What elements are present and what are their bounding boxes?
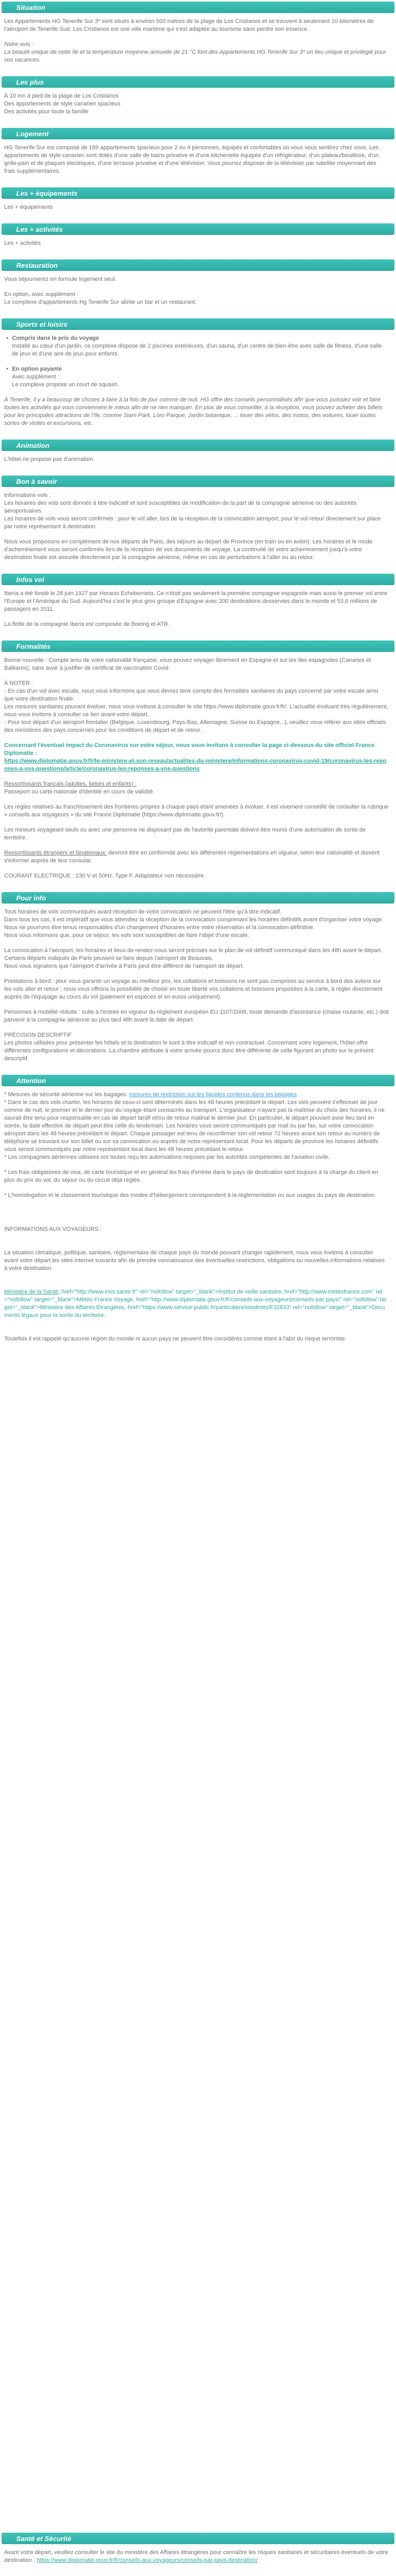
notre-avis-label: Notre avis : bbox=[4, 41, 33, 48]
section-body-activites bbox=[0, 235, 396, 256]
voyageurs-links-raw: ; href="http://www.invs.sante.fr" rel="nofollow" target="_blank">Institut de veille sanitaire; href="http://www.meteofrance.com" rel="nofollow" target="_blank">Météo France Voyage, href="http://www.diplomatie.gouv.fr/fr/conseils-aux-voyageurs/conseils-par-pays/" rel="nofollow" target="_blank">Ministère des Affaires Etrangères, href="https://www.service-public.fr/particuliers/vosdroits/F32833" rel="nofollow" target="_blank">Documents légaux pour la sortie du territoire. bbox=[4, 1289, 387, 1319]
section-header-animation bbox=[2, 440, 394, 451]
bullet-option-sub: Avec supplément : bbox=[12, 374, 60, 380]
section-header-pour-info bbox=[2, 892, 394, 904]
section-body-les-plus bbox=[0, 88, 396, 124]
section-body-infos-vol bbox=[0, 585, 396, 637]
section-title-sports-loisirs: Sports et loisirs bbox=[16, 320, 68, 328]
ressortissants-francais-label: Ressortissants français (adultes, bébés et enfants) : bbox=[4, 781, 137, 787]
pour-info-aeroport-arrivee: Nous vous signalons que l'aéroport d'arrivée à Paris peut être différent de l'aéroport de départ. bbox=[4, 963, 244, 969]
section-attention bbox=[0, 1073, 396, 1351]
section-header-infos-vol bbox=[2, 574, 394, 585]
section-title-formalites: Formalités bbox=[16, 642, 51, 650]
section-body-situation bbox=[0, 13, 396, 73]
section-logement bbox=[0, 126, 396, 184]
formalites-escale: - En cas d'un vol avec escale, nous vous informons que vous devrez tenir compte des formalités sanitaires du pays concerné par votre escale ainsi que votre destination finale. bbox=[4, 688, 378, 702]
liquides-bagages-link[interactable]: mesures de restriction sur les liquides contenus dans les bagages bbox=[129, 1091, 297, 1098]
equipements-text: Les + équipements bbox=[4, 204, 53, 210]
section-title-activites: Les + activités bbox=[16, 225, 63, 233]
section-title-restauration: Restauration bbox=[16, 261, 58, 269]
situation-text: Les Appartements HG Tenerife Sur 3* sont situés à environ 500 mètres de la plage de Los Cristianos et se trouvent à seulement 10 kilomètres de l'aéroport de Tenerife Sud. Los Cristianos est une ville maritime qui s'est adaptée au tourisme sans perdre son essence. bbox=[4, 18, 374, 32]
section-situation bbox=[0, 0, 396, 73]
pour-info-prestations-bord: Prestations à bord : pour vous garantir un voyage au meilleur prix, les collations et boissons ne sont pas comprises au service à bord des avions sur les vols aller et retour ; nous vous offrons la possibilité de choisir en toute liberté vos collations et boissons proposées à la carte, à régler directement auprès de l'équipage au cours du vol (paiement en espèces et en euros uniquement). bbox=[4, 978, 382, 1000]
plus-item: À 10 mn à pied de la plage de Los Cristianos bbox=[4, 93, 119, 99]
restauration-option-text: Le complexe d'appartements Hg Tenerife Sur abrite un bar et un restaurant. bbox=[4, 299, 197, 305]
plus-item: Des appartements de style canarien spacieux bbox=[4, 101, 121, 107]
section-restauration bbox=[0, 258, 396, 315]
section-title-logement: Logement bbox=[16, 129, 49, 138]
section-body-attention bbox=[0, 1086, 396, 1351]
section-header-situation bbox=[2, 2, 394, 13]
section-title-situation: Situation bbox=[16, 3, 45, 11]
section-title-infos-vol: Infos vol bbox=[16, 575, 44, 584]
notre-avis-text: La beauté unique de cette île et la température moyenne annuelle de 21 °C font des Appartements HG Tenerife Sur 3* un lieu unique et privilégié pour vos vacances. bbox=[4, 49, 387, 63]
section-sports-loisirs bbox=[0, 317, 396, 436]
restauration-option-label: En option, avec supplément : bbox=[4, 291, 78, 298]
infos-vol-text-2: La flotte de la compagnie Iberia est composée de Boeing et ATR. bbox=[4, 621, 170, 627]
formalites-aeroport-frontalier: - Pour tout départ d'un aéroport frontalier (Belgique, Luxembourg, Pays-Bas, Allemagne, Suisse ou Espagne...), veuillez vous référer aux sites officiels des ministères des pays concernés pour les conditions de départ et de retour. bbox=[4, 719, 386, 733]
section-header-logement bbox=[2, 128, 394, 139]
infos-vol-text-1: Iberia a été fondé le 28 juin 1927 par Horacio Echeberrieta. Ce n'était pas seulement la première compagnie espagnole mais aussi le premier vol entre l'Europe et l'Amérique du Sud. Aujourd'hui c'est le plus gros groupe d'Espagne avec 200 destinations desservies dans le monde et 53,6 millions de passagers en 2011. bbox=[4, 590, 388, 612]
formalites-regles-frontieres: Les règles relatives au franchissement des frontières propres à chaque pays étant amenées à évoluer, il est vivement conseillé de consulter la rubrique « conseils aux voyageurs » du site France Diplomatie (https://www.diplomatie.gouv.fr/). bbox=[4, 804, 389, 818]
informations-voyageurs-label: INFORMATIONS AUX VOYAGEURS : bbox=[4, 1226, 102, 1232]
formalites-mineurs: Les mineurs voyageant seuls ou avec une personne ne disposant pas de l'autorité parentale doivent être munis d'une autorisation de sortie de territoire. bbox=[4, 827, 366, 841]
section-header-sante-securite bbox=[2, 2533, 394, 2544]
formalites-coronavirus-text: Concernant l'éventuel impact du Coronavirus sur votre séjour, nous vous invitons à consulter la page ci-dessous du site officiel France Diplomatie : bbox=[4, 742, 375, 756]
section-body-equipements bbox=[0, 199, 396, 220]
precision-descriptif-text: Les photos utilisées pour présenter les hôtels et la destination le sont à titre indicatif et non contractuel. Concernant votre logement, l'hôtel offre différentes configurations et décorations. La chambre attribuée à votre arrivée pourra donc être différente de celle figurant en photo sur le présent descriptif. bbox=[4, 1040, 374, 1062]
section-title-bon-a-savoir: Bon à savoir bbox=[16, 477, 57, 485]
section-body-sante-securite bbox=[0, 2544, 396, 2576]
conseils-aux-voyageurs-link[interactable]: https://www.diplomatie.gouv.fr/fr/conseils-aux-voyageurs/conseils-par-pays-destination/ bbox=[37, 2557, 258, 2563]
section-sante-securite bbox=[0, 2531, 396, 2576]
coronavirus-faq-link[interactable]: https://www.diplomatie.gouv.fr/fr/le-ministere-et-son-reseau/actualites-du-ministere/informations-coronavirus-covid-19/coronavirus-les-reponses-a-vos-questions/article/coronavirus-les-reponses-a-vos-questions bbox=[4, 758, 387, 772]
spacer bbox=[4, 1200, 389, 1226]
courant-electrique-text: COURANT ELECTRIQUE : 230 V et 50Hz. Type F. Adaptateur non nécessaire. bbox=[4, 873, 205, 879]
section-activites bbox=[0, 222, 396, 256]
plus-item: Des activités pour toute la famille bbox=[4, 109, 89, 115]
sports-paragraph: À Tenerife, il y a beaucoup de choses à faire à la fois de jour comme de nuit. HG offre des conseils personnalisés afin que vous puissiez voir et faire toutes les activités qui vous conviennent le mieux afin de ne rien manquer. En plus de vous conseiller, à la réception, vous pouvez acheter des billets pour les principales attractions de l'île, comme Siam Park, Loro Parque, Jardin botanique, ... louer des vélos, des motos, des voitures, louer toutes sortes de visites et excursions, etc. bbox=[4, 397, 383, 426]
section-animation bbox=[0, 438, 396, 472]
section-header-equipements bbox=[2, 187, 394, 199]
spacer bbox=[4, 1320, 389, 1335]
section-header-sports-loisirs bbox=[2, 318, 394, 330]
section-header-bon-a-savoir bbox=[2, 476, 394, 487]
attention-risque-terroriste: Toutefois il est rappelé qu'aucune région du monde ni aucun pays ne peuvent être considérés comme étant à l'abri du risque terroriste. bbox=[4, 1336, 346, 1342]
activites-text: Les + activités bbox=[4, 240, 41, 246]
pour-info-horaires-1: Tous horaires de vols communiqués avant réception de votre convocation ne peuvent l'être qu'à titre indicatif. bbox=[4, 909, 282, 915]
section-header-activites bbox=[2, 223, 394, 235]
section-body-logement bbox=[0, 139, 396, 184]
ministere-sante-link[interactable]: Ministère de la Santé bbox=[4, 1289, 59, 1295]
bullet-compris-title: • Compris dans le prix du voyage bbox=[4, 335, 389, 342]
infos-vols-text-1: Les horaires des vols sont donnés à titre indicatif et sont susceptibles de modification de la part de la compagnie aérienne ou des autorités aéroportuaires. bbox=[4, 500, 357, 514]
section-formalites bbox=[0, 639, 396, 888]
section-header-formalites bbox=[2, 640, 394, 652]
attention-frais-visa: * Les frais obligatoires de visa, de carte touristique et en général les frais d'entrée dans le pays de destination sont toujours à la charge du client en plus du prix du vol, du séjour ou du circuit déjà réglés. bbox=[4, 1169, 378, 1183]
section-body-bon-a-savoir bbox=[0, 487, 396, 570]
sante-securite-text: Avant votre départ, veuillez consulter le site du ministère des Affaires étrangères pour connaître les risques sanitaires et sécuritaires éventuels de votre destination : bbox=[4, 2549, 389, 2563]
logement-text: HG Tenerife Sur est composé de 189 appartements spacieux pour 2 ou 4 personnes, équipés et confortables où vous vous sentirez chez vous. Les appartements de style canarien sont dotés d'une salle de bains privative et d'une kitchenette équipée d'un réfrigérateur, d'un plateau/bouilloire, d'un grille-pain et de plaques électriques, d'une terrasse privative et d'une télévision. Vous pourrez disposer de la télévision par satellite moyennant des frais supplémentaires. bbox=[4, 145, 379, 174]
bullet-compris-text: Installé au cœur d'un jardin, ce complexe dispose de 2 piscines extérieures, d'un sauna, d'un centre de bien-être avec salle de fitness, d'une salle de jeux et d'une aire de jeux pour enfants. bbox=[12, 343, 382, 357]
informations-voyageurs-text: La situation climatique, politique, sanitaire, réglementaire de chaque pays du monde pouvant changer rapidement, nous vous invitons à consulter avant votre départ les sites internet suivants afin de prendre connaissance des éventuelles restrictions, obligations ou nouvelles informations relatives à votre destination. bbox=[4, 1250, 385, 1272]
attention-vols-charter: * Dans le cas des vols charter, les horaires de ceux-ci sont déterminés dans les 48 heures précédant le départ. Les vols peuvent s'effectuer de jour comme de nuit, le premier et le dernier jour du voyage étant consacrés au transport. L'organisateur n'ayant pas la maîtrise du choix des horaires, il ne saurait être tenu pour responsable en cas de départ tardif et/ou de retour matinal le dernier jour. En particulier, le départ pouvant avoir lieu tard en soirée, la date effective de départ peut être celle du lendemain. Les horaires vous seront communiqués par mail ou par fax, sur votre convocation aéroport dans les 48 heures précédant le départ. Chaque passager est tenu de reconfirmer son vol retour 72 heures avant son retour au numéro de téléphone se trouvant sur son billet ou sur sa convocation ou auprès de notre représentant local. Pour les départs de province les horaires définitifs vous seront communiqués par notre représentant local dans les 48 heures précédant le retour. bbox=[4, 1099, 385, 1153]
bullet-option-text: Le complexe propose un court de squash. bbox=[12, 382, 119, 388]
attention-compagnies: * Les compagnies aériennes utilisées ont toutes reçu les autorisations requises par les autorités compétentes de l'aviation civile. bbox=[4, 1154, 330, 1160]
section-title-pour-info: Pour info bbox=[16, 894, 46, 902]
section-header-restauration bbox=[2, 259, 394, 271]
infos-vols-text-3: Nous vous proposons en complément de nos départs de Paris, des séjours au départ de Province (en train ou en avion). Les horaires et le mode d'acheminement vous seront confirmés lors de la réception de vos documents de voyage. La continuité de votre acheminement jusqu'à votre destination finale est assurée directement par la compagnie aérienne, même en cas de perturbations à l'aller ou au retour. bbox=[4, 539, 373, 561]
formalites-bonne-nouvelle: Bonne nouvelle : Compte tenu de votre nationalité française, vous pouvez voyager librement en Espagne et sur les îles espagnoles (Canaries et Baléares), sans avoir à justifier de certificat de vaccination Covid. bbox=[4, 657, 371, 671]
bullet-option-title: • En option payante bbox=[4, 365, 389, 373]
section-pour-info bbox=[0, 891, 396, 1071]
section-body-formalites bbox=[0, 652, 396, 888]
pour-info-beauvais: Certains départs indiqués de Paris peuvent se faire depuis l'aéroport de Beauvais. bbox=[4, 955, 214, 961]
ressortissants-etrangers-text: devront être en conformité avec les différentes réglementations en vigueur, selon leur nationalité et doivent s'informer auprès de leur consulat. bbox=[4, 850, 380, 864]
spacer bbox=[4, 1273, 389, 1288]
section-title-sante-securite: Santé et Sécurité bbox=[16, 2534, 72, 2543]
section-equipements bbox=[0, 186, 396, 220]
spacer bbox=[4, 1233, 389, 1249]
section-body-sports-loisirs bbox=[0, 330, 396, 436]
section-title-equipements: Les + équipements bbox=[16, 189, 78, 197]
section-body-animation bbox=[0, 451, 396, 472]
infos-vols-label: Informations vols : bbox=[4, 492, 51, 498]
pour-info-pmr: Personnes à mobilité réduite : suite à l'entrée en vigueur du règlement européen EU 1107/2006, toute demande d'assistance (chaise roulante, etc.) doit parvenir à la compagnie aérienne au plus tard 48h avant la date de départ. bbox=[4, 1009, 389, 1023]
pour-info-horaires-2: Dans tous les cas, il est impératif que vous attendiez la réception de la convocation comprenant les horaires définitifs avant d'organiser votre voyage. bbox=[4, 917, 383, 923]
pour-info-convocation: La convocation à l'aéroport, les horaires et lieux de rendez-vous seront précisés sur le plan de vol définitif communiqué dans les 48h avant le départ. bbox=[4, 947, 382, 954]
section-body-pour-info bbox=[0, 904, 396, 1071]
section-header-les-plus bbox=[2, 76, 394, 88]
formalites-a-noter-label: À NOTER : bbox=[4, 680, 33, 686]
section-body-restauration bbox=[0, 271, 396, 315]
animation-text: L'hôtel ne propose pas d'animation. bbox=[4, 456, 95, 462]
section-bon-a-savoir bbox=[0, 474, 396, 570]
section-infos-vol bbox=[0, 572, 396, 637]
ressortissants-francais-text: Passeport ou carte nationale d'identité en cours de validité. bbox=[4, 789, 155, 795]
ressortissants-etrangers-label: Ressortissants étrangers et binationaux: bbox=[4, 850, 107, 856]
restauration-text: Vous séjournerez en formule logement seul. bbox=[4, 276, 117, 282]
infos-vols-text-2: Les horaires de vols vous seront confirmés : pour le vol aller, lors de la réception de la convocation aéroport, pour le vol retour directement sur place par notre représentant à destination. bbox=[4, 516, 381, 530]
formalites-mesures-sanitaires: Les mesures sanitaires pouvant évoluer, nous vous invitons à consulter le site https://www.diplomatie.gouv.fr/fr/. L'actualité évoluant très régulièrement, nous vous invitons à consulter ce lien avant votre départ. bbox=[4, 704, 388, 718]
section-title-animation: Animation bbox=[16, 441, 50, 449]
attention-bagages-prefix: * Mesures de sécurité aérienne sur les bagages: bbox=[4, 1091, 130, 1098]
attention-homologation: * L'homologation et le classement touristique des modes d'hébergement correspondent à la réglementation ou aux usages du pays de destination. bbox=[4, 1192, 376, 1198]
section-header-attention bbox=[2, 1075, 394, 1086]
section-title-attention: Attention bbox=[16, 1076, 46, 1085]
pour-info-escale: Nous vous informons que, pour ce séjour, les vols sont susceptibles de faire l'objet d'une escale. bbox=[4, 932, 249, 939]
pour-info-horaires-3: Nous ne pourrons être tenus responsables d'un changement d'horaires entre votre réservation et la convocation définitive. bbox=[4, 924, 315, 931]
section-les-plus bbox=[0, 75, 396, 124]
section-title-les-plus: Les plus bbox=[16, 78, 44, 86]
precision-descriptif-label: PRÉCISION DESCRIPTIF bbox=[4, 1032, 72, 1038]
